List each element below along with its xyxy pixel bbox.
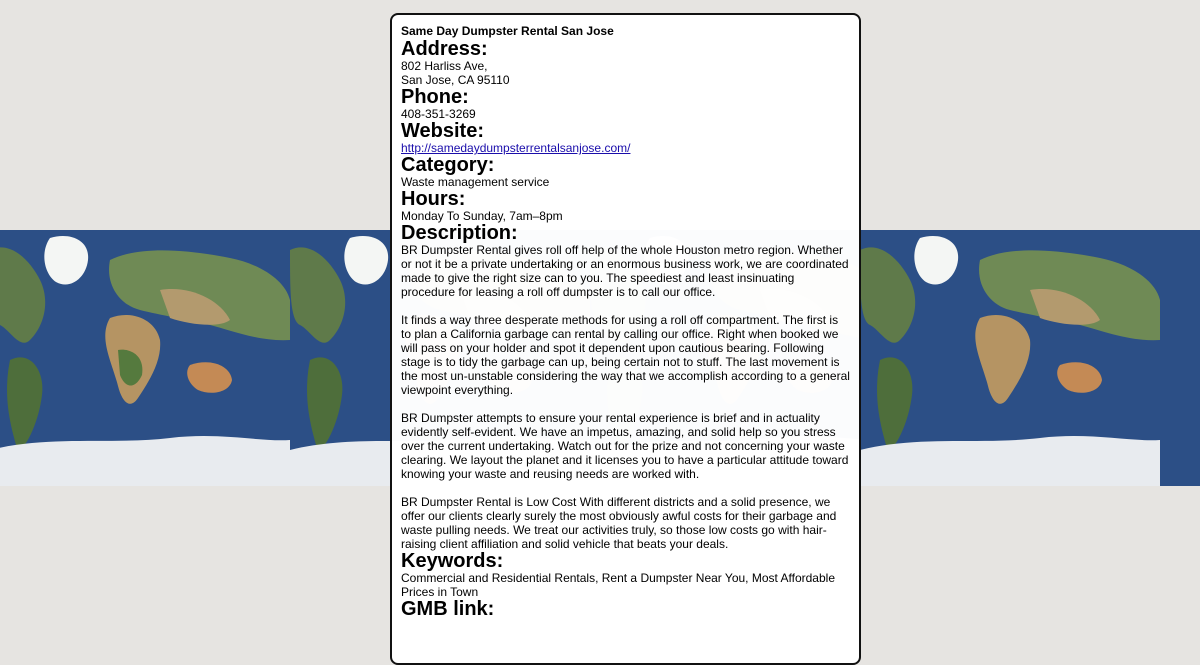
business-info-card [390,13,861,665]
hours-value: Monday To Sunday, 7am–8pm [401,209,563,223]
category-value: Waste management service [401,175,550,189]
description-paragraph: BR Dumpster Rental gives roll off help of the whole Houston metro region. Whether or not it be a private undertaking or an enormous business work, we are coordinated made to give the right size can to you. The speediest and least insinuating procedure for leasing a roll off dumpster is to call our office. [401,243,849,299]
website-link[interactable]: http://samedaydumpsterrentalsanjose.com/ [401,141,631,155]
description-paragraph: BR Dumpster attempts to ensure your rental experience is brief and in actuality evidently self-evident. We have an impetus, amazing, and solid help so you stress over the current undertaking. Watch out for the prize and not concerning your waste clearing. We layout the planet and it licenses you to have a particular attitude toward knowing your waste and reusing needs are worked with. [401,411,849,481]
description-heading: Description: [401,222,518,244]
world-map-tile [860,230,1160,486]
category-heading: Category: [401,154,495,176]
address-line-1: 802 Harliss Ave, [401,59,488,73]
description-paragraph: BR Dumpster Rental is Low Cost With different districts and a solid presence, we offer our clients clearly surely the most obviously awful costs for their garbage and waste pulling needs. We treat our activities truly, so those low costs go with hair-raising client affiliation and solid vehicle that beats your deals. [401,495,837,551]
keywords-heading: Keywords: [401,550,504,572]
description-paragraph: It finds a way three desperate methods for using a roll off compartment. The first is to plan a California garbage can rental by calling our office. Right when booked we will pass on your holder and spot it dependent upon cautious bearing. Following stage is to tidy the garbage can up, being certain not to stuff. The last movement is the most un-unstable considering the way that we accomplish according to a general viewpoint everything. [401,313,850,397]
world-map-tile [0,230,290,486]
gmb-link-heading: GMB link: [401,598,495,620]
address-line-2: San Jose, CA 95110 [401,73,510,87]
business-name: Same Day Dumpster Rental San Jose [401,24,614,38]
address-heading: Address: [401,38,488,60]
phone-heading: Phone: [401,86,469,108]
hours-heading: Hours: [401,188,466,210]
phone-number: 408-351-3269 [401,107,476,121]
keywords-value: Commercial and Residential Rentals, Rent a Dumpster Near You, Most Affordable Prices in Town [401,571,835,599]
website-heading: Website: [401,120,484,142]
